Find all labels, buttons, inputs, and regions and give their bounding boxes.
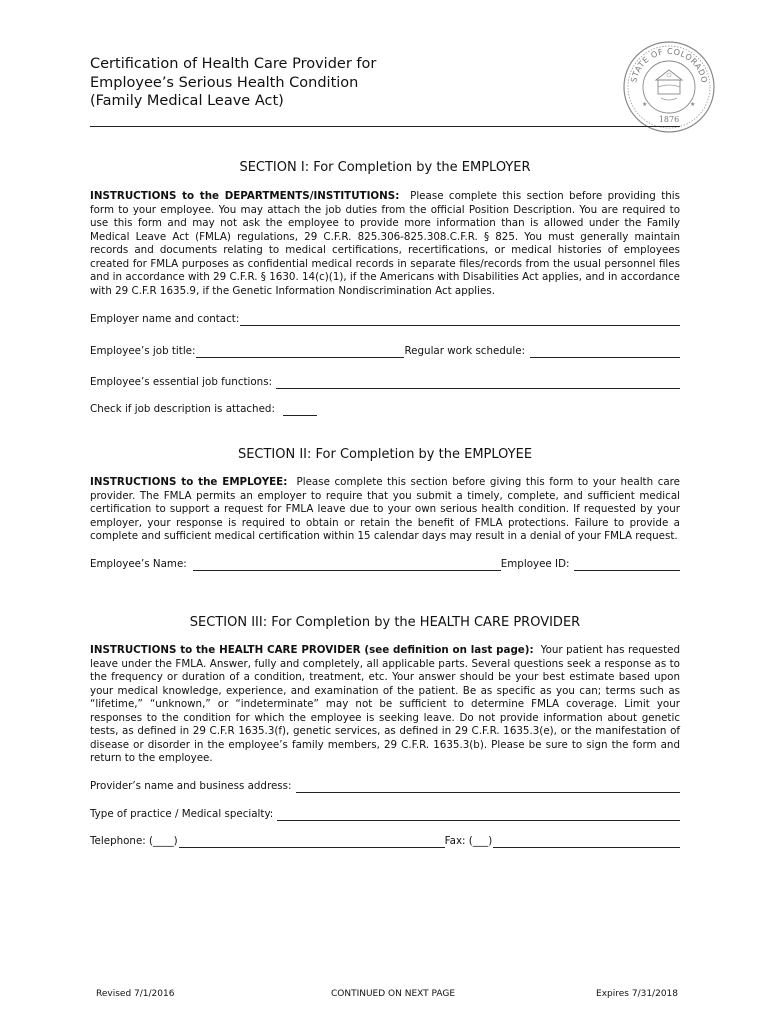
section3-instructions-text: Your patient has requested leave under the FMLA. Answer, fully and completely, all applicable parts. Several questions seek a response as to the frequency or duration of a condition, treatment, etc. Your answer should be your best estimate based upon your medical knowledge, experience, and examination of the patient. Be as specific as you can; terms such as “lifetime,” “unknown,” or “indeterminate” may not be sufficient to determine FMLA coverage. Limit your responses to the condition for which the employee is seeking leave. Do not provide information about genetic tests, as defined in 29 C.F.R 1635.3(f), genetic services, as defined in 29 C.F.R. 1635.3(e), or the manifestation of disease or disorder in the employee’s family members, 29 C.F.R. 1635.3(b). Please be sure to sign the form and return to the employee.	[90, 644, 681, 765]
section2-instructions-text: Please complete this section before giving this form to your health care provider. The FMLA permits an employer to require that you submit a timely, complete, and sufficient medical certification to support a request for FMLA leave due to your own serious health condition. If requested by your employer, your response is required to obtain or retain the benefit of FMLA protections. Failure to provide a complete and sufficient medical certification within 15 calendar days may result in a denial of your FMLA request.	[90, 476, 681, 543]
employer-name-line[interactable]	[240, 314, 680, 326]
section3-instructions-label: INSTRUCTIONS to the HEALTH CARE PROVIDER (see definition on last page):	[90, 644, 534, 656]
provider-name-line[interactable]	[296, 781, 681, 793]
employee-name-row	[90, 557, 680, 571]
employee-id-label: Employee ID:	[500, 558, 570, 570]
essential-functions-label: Employee’s essential job functions:	[90, 376, 273, 388]
essential-functions-field[interactable]	[90, 375, 680, 389]
title-line-1: Certification of Health Care Provider for	[90, 56, 377, 72]
title-divider	[90, 126, 680, 127]
svg-text:★: ★	[690, 101, 696, 108]
job-title-row	[90, 344, 680, 358]
section1-instructions	[90, 190, 680, 298]
section3-heading: SECTION III: For Completion by the HEALTH CARE PROVIDER	[189, 615, 581, 630]
employee-name-label: Employee’s Name:	[90, 558, 187, 570]
fax-line[interactable]	[493, 836, 680, 848]
seal-top-text: STATE OF COLORADO	[629, 46, 709, 84]
provider-name-label: Provider’s name and business address:	[90, 780, 292, 792]
essential-functions-line[interactable]	[276, 377, 680, 389]
telephone-line[interactable]	[179, 836, 445, 848]
practice-label: Type of practice / Medical specialty:	[90, 808, 274, 820]
work-schedule-line[interactable]	[530, 346, 680, 358]
employer-name-field[interactable]	[90, 312, 680, 326]
section3-instructions	[90, 644, 680, 766]
practice-field[interactable]	[90, 807, 680, 821]
svg-text:STATE OF COLORADO	[629, 47, 709, 84]
telephone-fax-row	[90, 834, 680, 848]
provider-name-field[interactable]	[90, 779, 680, 793]
job-description-field[interactable]	[90, 402, 680, 416]
state-seal-logo	[622, 40, 716, 134]
fax-label: Fax: (___)	[444, 835, 493, 847]
practice-line[interactable]	[277, 809, 680, 821]
svg-text:★: ★	[642, 101, 648, 108]
section1-heading: SECTION I: For Completion by the EMPLOYER	[239, 160, 531, 175]
employee-name-line[interactable]	[193, 559, 501, 571]
footer-expires: Expires 7/31/2018	[596, 989, 678, 999]
title-line-2: Employee’s Serious Health Condition	[90, 74, 359, 91]
section2-heading: SECTION II: For Completion by the EMPLOYEE	[237, 447, 533, 462]
job-description-checkbox-line[interactable]	[283, 404, 317, 416]
job-title-line[interactable]	[196, 346, 404, 358]
footer-continued: CONTINUED ON NEXT PAGE	[330, 989, 456, 999]
section2-instructions-label: INSTRUCTIONS to the EMPLOYEE:	[90, 476, 288, 488]
employee-id-line[interactable]	[574, 559, 680, 571]
title-line-3: (Family Medical Leave Act)	[90, 93, 284, 109]
section2-instructions	[90, 476, 680, 544]
section1-instructions-label: INSTRUCTIONS to the DEPARTMENTS/INSTITUTIONS:	[90, 190, 400, 202]
employer-name-label: Employer name and contact:	[90, 313, 240, 325]
job-title-label: Employee’s job title:	[90, 345, 196, 357]
seal-year: 1876	[658, 115, 680, 124]
job-description-label: Check if job description is attached:	[90, 403, 275, 415]
form-title	[90, 55, 376, 111]
section1-instructions-text: Please complete this section before providing this form to your employee. You may attach the job duties from the official Position Description. You are required to use this form and may not ask the employee to provide more information than is allowed under the Family Medical Leave Act (FMLA) regulations, 29 C.F.R. 825.306-825.308.C.F.R. § 825. You must generally maintain records and documents relating to medical certifications, recertifications, or medical histories of employees created for FMLA purposes as confidential medical records in separate files/records from the usual personnel files and in accordance with 29 C.F.R. § 1630. 14(c)(1), if the Americans with Disabilities Act applies, and in accordance with 29 C.F.R 1635.9, if the Genetic Information Nondiscrimination Act applies.	[90, 190, 681, 297]
telephone-label: Telephone: (____)	[90, 835, 178, 847]
footer-revised: Revised 7/1/2016	[96, 989, 175, 999]
work-schedule-label: Regular work schedule:	[404, 345, 526, 357]
